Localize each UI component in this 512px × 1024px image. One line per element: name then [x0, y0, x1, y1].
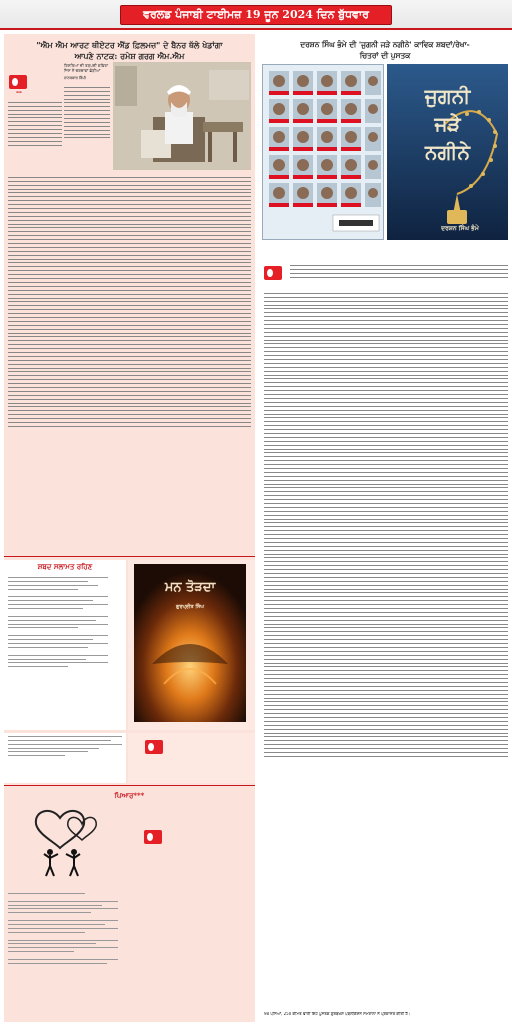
right-article-footer: 98 ਪੰਨਿਆਂ, 250 ਕੀਮਤ ਵਾਲੀ ਇਹ ਪੁਸਤਕ ਗੁਰਬਖ਼ਸ਼ ਪਬਲੀਕੇਸ਼ਨ ਸਮਰਾਲਾ ਨੇ ਪ੍ਰਕਾਸ਼ਤ ਕੀਤੀ ਹੈ।: [264, 1012, 411, 1016]
poem-1-title: ਸ਼ਬਦ ਸਲਾਮਤ ਰਹਿਣ: [37, 562, 93, 571]
right-article-lead: [290, 262, 508, 288]
book-back-cover: [262, 64, 384, 240]
right-article-body: [264, 290, 508, 1010]
playwright-photo: [113, 62, 251, 170]
left-headline-1: "ਐਮ ਐਮ ਆਰਟ ਥੀਏਟਰ ਐਂਡ ਫ਼ਿਲਮਜ਼" ਦੇ ਬੈਨਰ ਥੱਲੇ ਖੇਡਾਂਗਾ: [36, 40, 223, 50]
book-title-line-3: ਨਗੀਨੇ: [425, 140, 470, 164]
newspaper-logo-icon-2: [145, 740, 163, 754]
masthead-title: ਵਰਲਡ ਪੰਜਾਬੀ ਟਾਈਮਜ਼ 19 ਜੂਨ 2024 ਦਿਨ ਬੁੱਧਵਾਰ: [120, 5, 392, 25]
left-intro-text-2: [8, 99, 62, 171]
book-small-author: ਗੁਰਪ੍ਰੀਤ ਸਿੰਘ: [175, 604, 204, 610]
byline: ਨਾਟਕਕਾਰ ਰਿੰਪੀ: [64, 76, 86, 80]
left-article-body: [8, 174, 251, 554]
divider: [4, 556, 255, 557]
left-intro-text: [64, 84, 110, 169]
poem-1-body: [8, 574, 108, 729]
poem-2-body: [8, 890, 118, 1020]
love-illustration: [20, 800, 118, 880]
poem-2-title: ਪਿਆਰ***: [114, 791, 145, 800]
newspaper-logo-icon: [9, 75, 27, 89]
book-author: ਦਰਸ਼ਨ ਸਿੰਘ ਭੰਮੇ: [441, 225, 479, 232]
newspaper-logo-icon-3: [144, 830, 162, 844]
lead-in-text: ਰਿਸ਼ਤਿਆਂ ਦੀ ਤੜਪਦੀ ਕਵਿਤਾ ਜਿਸ ਨੇ ਚਰਚਾਵਾਂ ਛੇੜੀਆਂ: [64, 63, 109, 73]
book-title-line-2: ਜੜੇ: [434, 112, 461, 136]
left-headline-2: ਆਪਣੇ ਨਾਟਕ: ਰਮੇਸ਼ ਗਰਗ ਐਮ.ਐਮ: [74, 51, 185, 61]
newspaper-logo-icon-4: [264, 266, 282, 280]
poem-1-tail: [4, 733, 126, 783]
logo-caption: ▬▬: [16, 90, 22, 94]
divider-2: [4, 785, 255, 786]
right-headline-1: ਦਰਸ਼ਨ ਸਿੰਘ ਭੰਮੇ ਦੀ 'ਜੁਗਨੀ ਜੜੇ ਨਗੀਨੇ' ਕਾਵਿਕ ਸ਼ਬਦਾਂ/ਰੇਖਾ-: [300, 40, 470, 49]
book-title-line-1: ਜੁਗਨੀ: [424, 84, 471, 108]
book-small-title: ਮਨ ਤੋੜਦਾ: [164, 580, 216, 595]
right-headline-2: ਚਿਤਰਾਂ ਦੀ ਪੁਸਤਕ: [359, 51, 411, 60]
